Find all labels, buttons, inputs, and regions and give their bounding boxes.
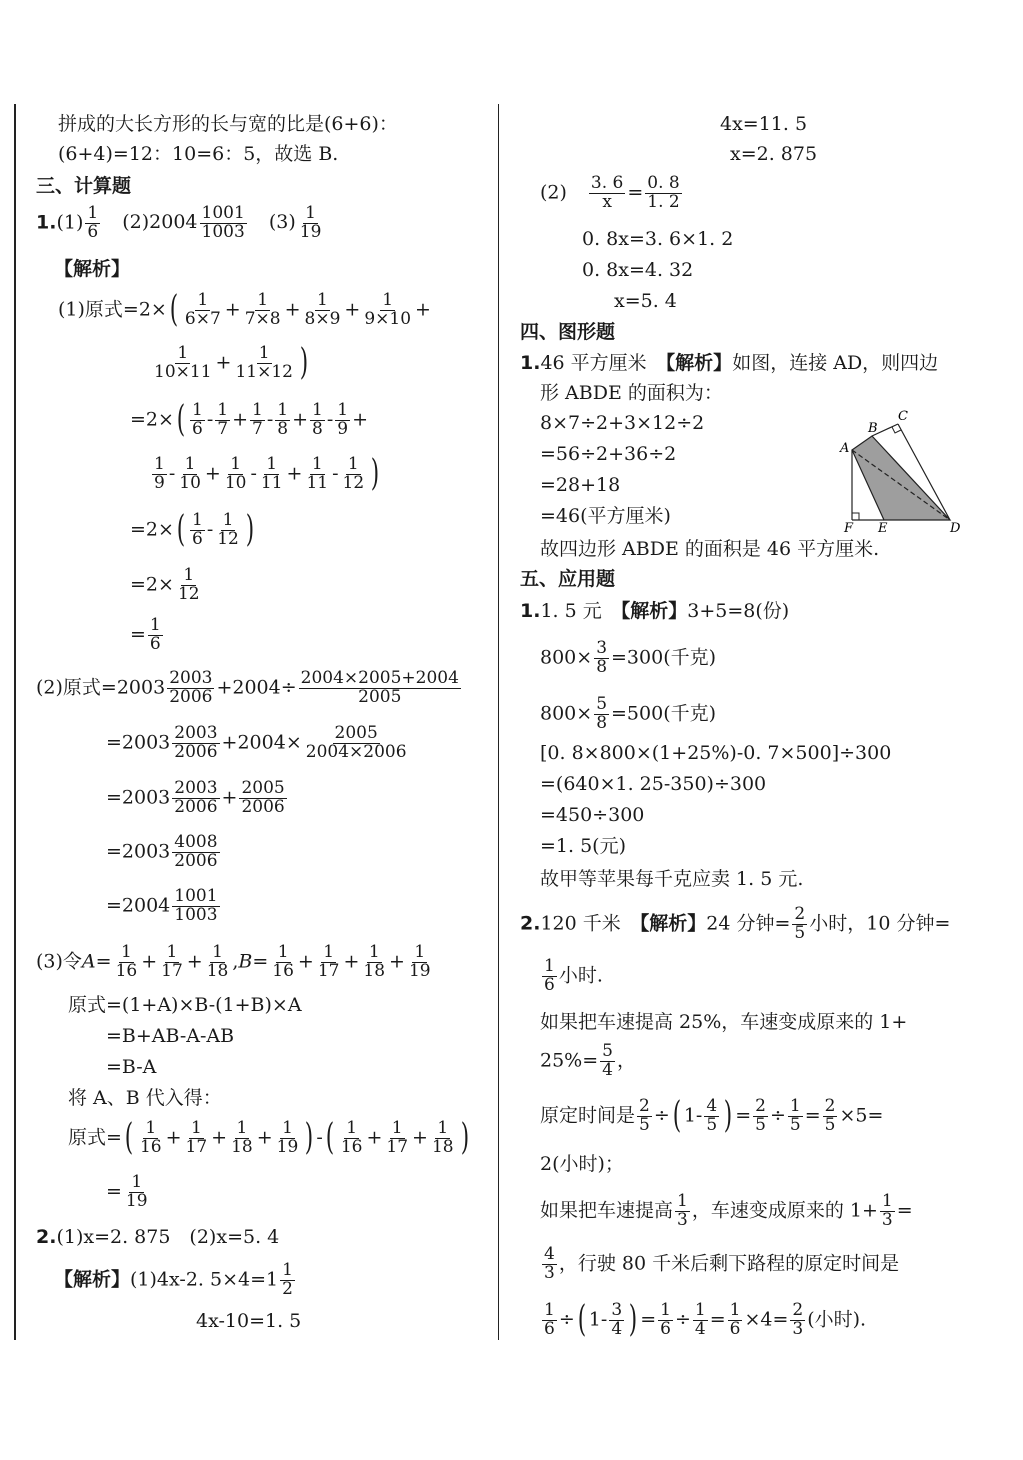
left-margin-rule — [14, 104, 16, 1340]
question-number: 2. — [520, 912, 541, 935]
math-line: 4x=11. 5 — [720, 113, 808, 135]
math-line: =450÷300 — [540, 804, 645, 826]
analysis-label: 【解析】 — [639, 912, 707, 935]
text-line: 将 A、B 代入得： — [68, 1087, 222, 1109]
math-line: $\frac{1}{6}$ 小时. — [544, 956, 603, 995]
question-number: 1. — [36, 211, 57, 234]
fraction: $\frac{1}{6}$ — [87, 203, 99, 242]
text-line: 拼成的大长方形的长与宽的比是(6+6)： — [58, 113, 398, 135]
part-label: (1) — [56, 211, 84, 234]
math-line: =1. 5(元) — [540, 835, 627, 857]
math-line: =2×( $\frac{1}{6}$ - $\frac{1}{12}$ ) — [130, 509, 255, 551]
math-line: =2004 $\frac{1001}{1003}$ — [106, 886, 218, 925]
math-line: 8×7÷2+3×12÷2 — [540, 412, 705, 434]
analysis-label: 【解析】 — [54, 258, 131, 280]
math-line: =(640×1. 25-350)÷300 — [540, 773, 767, 795]
math-line: =B+AB-A-AB — [106, 1025, 235, 1047]
math-line: [0. 8×800×(1+25%)-0. 7×500]÷300 — [540, 742, 892, 764]
math-line: x=2. 875 — [730, 143, 818, 165]
section-heading: 五、应用题 — [520, 568, 616, 590]
question-number: 1. — [520, 352, 541, 374]
math-line: =46(平方厘米) — [540, 505, 671, 527]
math-line: (2)原式=2003 $\frac{2003}{2006}$ +2004÷ $\frac{2004\times 2005+2004}{2005}$ — [36, 668, 459, 707]
analysis-label: 【解析】 — [665, 352, 733, 374]
math-line: 4x-10=1. 5 — [196, 1310, 302, 1332]
analysis-label: 【解析】 — [620, 600, 688, 622]
answer-line: 1.46 平方厘米 【解析】如图，连接 AD，则四边 — [520, 352, 939, 374]
math-line: =28+18 — [540, 474, 621, 496]
text-line: 故甲等苹果每千克应卖 1. 5 元. — [540, 868, 804, 890]
math-line: =2003 $\frac{2003}{2006}$ +2004× $\frac{2005}{2004\times 2006}$ — [106, 723, 407, 762]
label-a: A — [840, 441, 850, 456]
math-line: 800× $\frac{3}{8}$ =300(千克) — [540, 638, 717, 677]
math-line: =2003 $\frac{2003}{2006}$ + $\frac{2005}{2006}$ — [106, 778, 285, 817]
math-line: 原定时间是 $\frac{2}{5}$ ÷( 1- $\frac{4}{5}$ ) = $\frac{2}{5}$ ÷ $\frac{1}{5}$ = $\frac{2}{5}$ ×5= — [540, 1095, 884, 1137]
math-line: =B-A — [106, 1056, 157, 1078]
math-line: 0. 8x=4. 32 — [582, 259, 694, 281]
math-line: = $\frac{1}{6}$ — [130, 615, 161, 654]
math-line: = $\frac{1}{19}$ — [106, 1172, 148, 1211]
math-line: 800× $\frac{5}{8}$ =500(千克) — [540, 694, 717, 733]
section-heading: 三、计算题 — [36, 175, 132, 197]
math-line: 如果把车速提高 $\frac{1}{3}$ ，车速变成原来的 1+ $\frac{1}{3}$ = — [540, 1191, 913, 1230]
label-c: C — [898, 409, 908, 424]
math-line: $\frac{1}{9}$ - $\frac{1}{10}$ + $\frac{1}{10}$ - $\frac{1}{11}$ + $\frac{1}{11}$ - $\frac{1}{12}$ ) — [154, 453, 380, 495]
math-line: $\frac{4}{3}$ ，行驶 80 千米后剩下路程的原定时间是 — [544, 1244, 900, 1283]
math-line: (2) $\frac{3. 6}{x}$ = $\frac{0. 8}{1. 2}$ — [540, 173, 680, 212]
answer-line: 2.120 千米 【解析】24 分钟= $\frac{2}{5}$ 小时，10 分钟= — [520, 904, 951, 943]
math-line: (3)令A= $\frac{1}{16}$ + $\frac{1}{17}$ + $\frac{1}{18}$ ,B= $\frac{1}{16}$ + $\frac{1}{17}$ + $\frac{1}{18}$ + $\frac{1}{19}$ — [36, 942, 431, 981]
text-line: (6+4)=12：10=6：5，故选 B. — [58, 143, 339, 165]
math-line: =2003 $\frac{4008}{2006}$ — [106, 832, 218, 871]
math-line: $\frac{1}{10\times 11}$ + $\frac{1}{11\times 12}$ ) — [154, 342, 309, 384]
question-number: 2. — [36, 1226, 57, 1248]
part-label: (2)2004 — [122, 211, 198, 234]
fraction: $\frac{1001}{1003}$ — [201, 203, 245, 242]
text-line: 故四边形 ABDE 的面积是 46 平方厘米. — [540, 538, 880, 560]
geometry-figure — [832, 404, 964, 538]
section-heading: 四、图形题 — [520, 321, 616, 343]
fraction: $\frac{1}{19}$ — [299, 203, 322, 242]
label-d: D — [950, 521, 961, 536]
math-line: x=5. 4 — [614, 290, 677, 312]
math-line: 25%= $\frac{5}{4}$ ， — [540, 1041, 636, 1080]
label-e: E — [878, 521, 888, 536]
shaded-quadrilateral — [852, 436, 950, 520]
math-line: $\frac{1}{6}$ ÷( 1- $\frac{3}{4}$ ) = $\frac{1}{6}$ ÷ $\frac{1}{4}$ = $\frac{1}{6}$ ×4= $\frac{2}{3}$ (小时). — [544, 1299, 867, 1341]
math-line: =56÷2+36÷2 — [540, 443, 677, 465]
answer-line: 2.(1)x=2. 875 (2)x=5. 4 — [36, 1226, 280, 1248]
label-b: B — [868, 421, 878, 436]
math-line: 原式=(1+A)×B-(1+B)×A — [68, 994, 302, 1016]
math-line: 【解析】(1)4x-2. 5×4=1 $\frac{1}{2}$ — [54, 1260, 293, 1299]
right-angle-f — [852, 513, 859, 520]
math-line: 原式=( $\frac{1}{16}$ + $\frac{1}{17}$ + $\frac{1}{18}$ + $\frac{1}{19}$ ) -( $\frac{1}{16}$ + $\frac{1}{17}$ + $\frac{1}{18}$ ) — [68, 1117, 469, 1159]
text-line: 2(小时)； — [540, 1153, 624, 1175]
text-line: 形 ABDE 的面积为： — [540, 382, 723, 404]
column-divider — [498, 104, 499, 1340]
answer-line: 1.1. 5 元 【解析】3+5=8(份) — [520, 600, 790, 622]
part-label: (3) — [268, 211, 296, 234]
math-line: =2×( $\frac{1}{6}$ - $\frac{1}{7}$ + $\frac{1}{7}$ - $\frac{1}{8}$ + $\frac{1}{8}$ - $\frac{1}{9}$ + — [130, 399, 368, 441]
text-line: 如果把车速提高 25%，车速变成原来的 1+ — [540, 1011, 908, 1033]
label-f: F — [844, 521, 854, 536]
math-line: 0. 8x=3. 6×1. 2 — [582, 228, 734, 250]
answer-line — [36, 205, 325, 242]
math-line: =2× $\frac{1}{12}$ — [130, 565, 200, 604]
question-number: 1. — [520, 600, 541, 622]
analysis-label: 【解析】 — [54, 1268, 131, 1291]
math-line: (1)原式=2×( $\frac{1}{6\times 7}$ + $\frac{1}{7\times 8}$ + $\frac{1}{8\times 9}$ + $\frac{1}{9\times 10}$ + — [58, 289, 431, 331]
